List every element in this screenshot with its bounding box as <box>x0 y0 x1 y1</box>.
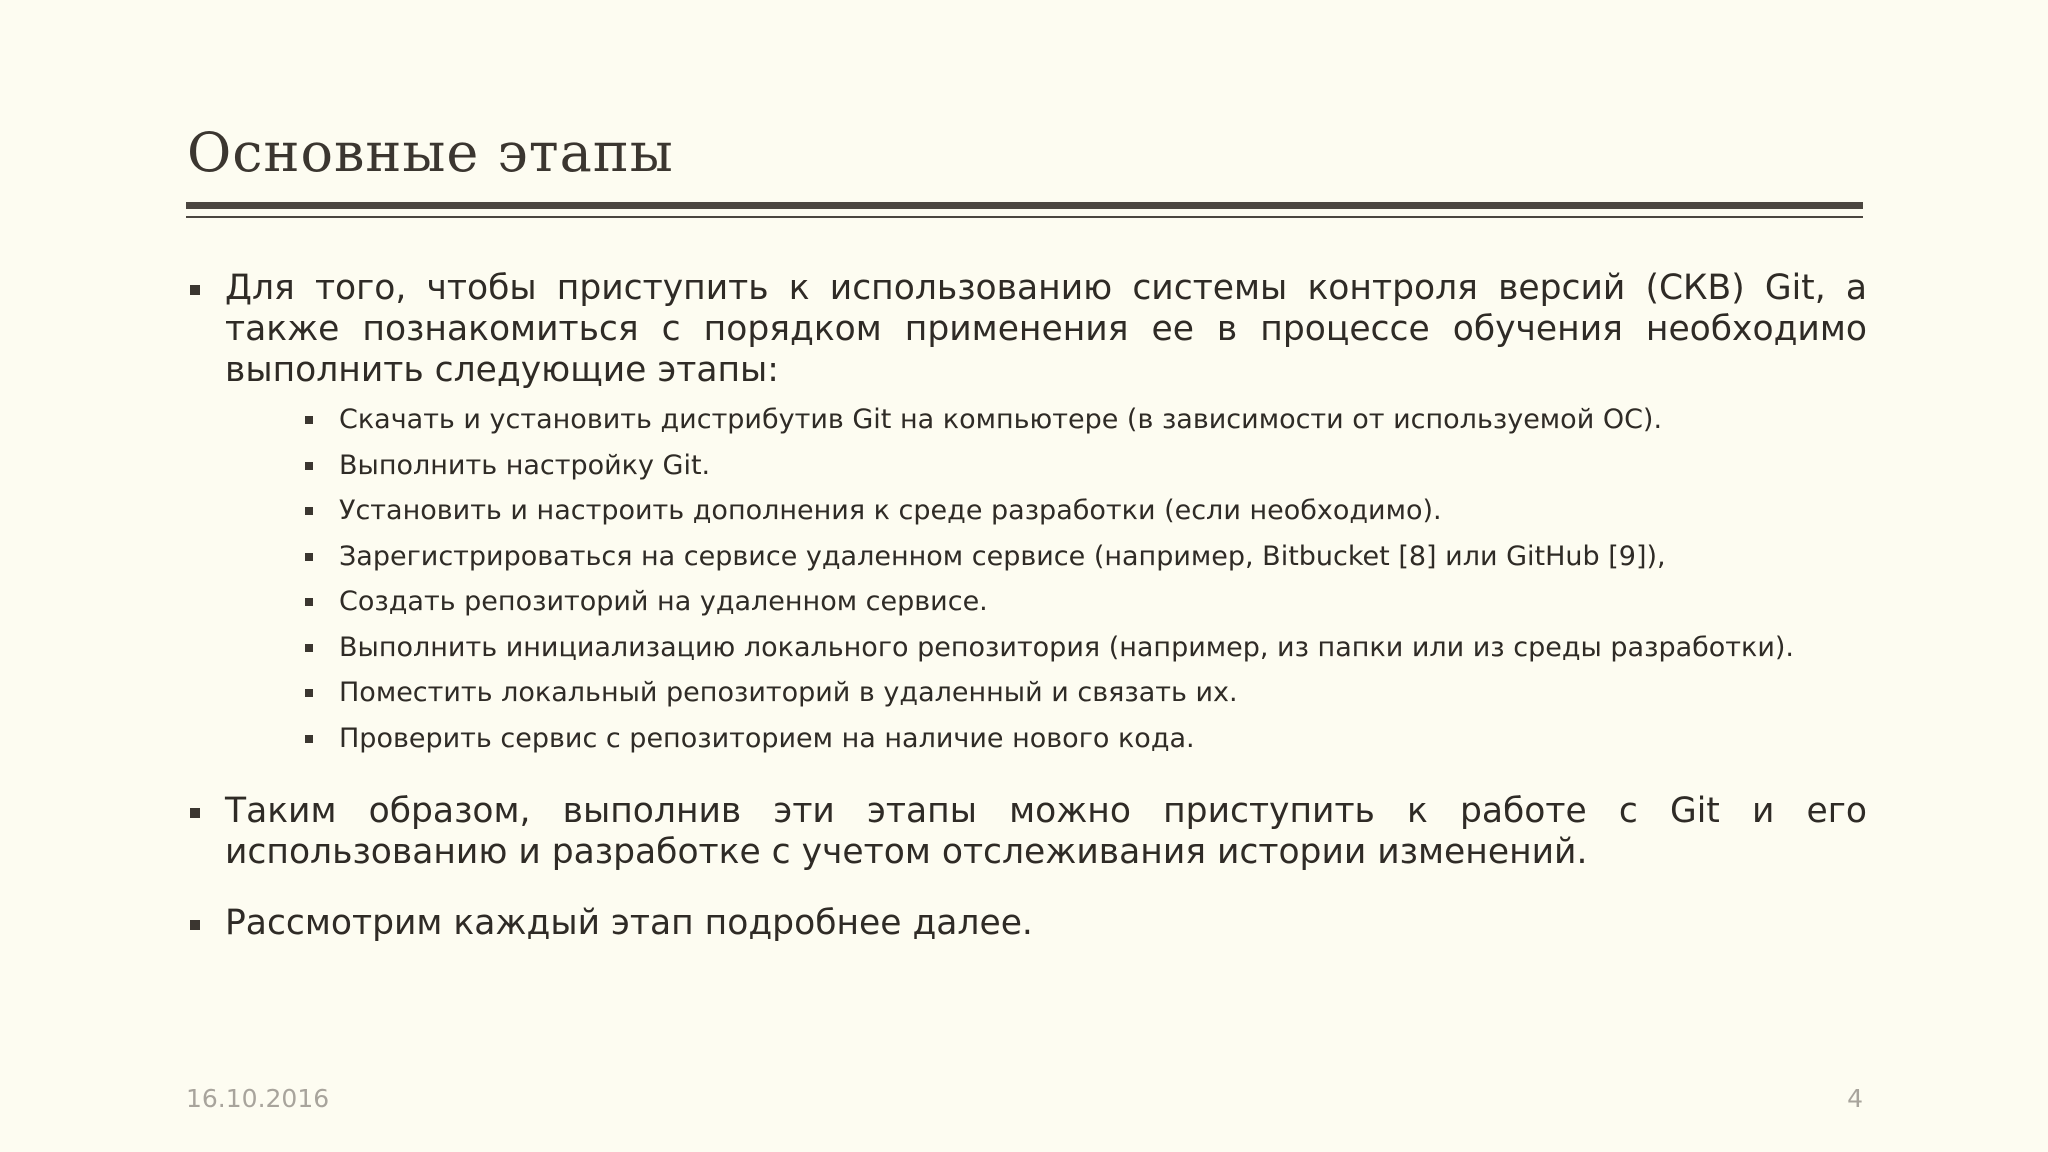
square-bullet-icon <box>305 598 313 606</box>
bullet-paragraph-text: Таким образом, выполнив эти этапы можно приступить к работе с Git и его использованию и разработке с учетом отслеживания истории изменений. <box>225 791 1867 872</box>
square-bullet-icon <box>305 462 313 470</box>
square-bullet-icon <box>305 735 313 743</box>
sub-bullet-item <box>225 625 1867 671</box>
bullet-paragraph-text: Для того, чтобы приступить к использованию системы контроля версий (СКВ) Git, а также познакомиться с порядком применения ее в процессе обучения необходимо выполнить следующие этапы: <box>225 268 1867 390</box>
slide-number: 4 <box>1847 1084 1863 1113</box>
square-bullet-icon <box>190 808 200 818</box>
sub-bullet-list <box>225 397 1867 761</box>
sub-bullet-text: Выполнить настройку Git. <box>339 449 711 481</box>
bullet-paragraph <box>187 268 1867 761</box>
bullet-paragraph <box>187 791 1867 873</box>
sub-bullet-item <box>225 443 1867 489</box>
sub-bullet-item <box>225 716 1867 762</box>
square-bullet-icon <box>305 507 313 515</box>
square-bullet-icon <box>305 416 313 424</box>
sub-bullet-item <box>225 534 1867 580</box>
title-divider-thick <box>186 202 1863 209</box>
sub-bullet-item <box>225 670 1867 716</box>
square-bullet-icon <box>305 553 313 561</box>
sub-bullet-item <box>225 397 1867 443</box>
title-divider-thin <box>186 216 1863 218</box>
sub-bullet-text: Зарегистрироваться на сервисе удаленном сервисе (например, Bitbucket [8] или GitHub [9]), <box>339 540 1666 572</box>
sub-bullet-item <box>225 488 1867 534</box>
square-bullet-icon <box>305 644 313 652</box>
sub-bullet-text: Поместить локальный репозиторий в удаленный и связать их. <box>339 677 1238 708</box>
footer-date: 16.10.2016 <box>186 1084 330 1113</box>
sub-bullet-text: Проверить сервис с репозиторием на наличие нового кода. <box>339 722 1195 754</box>
bullet-paragraph <box>187 903 1867 944</box>
square-bullet-icon <box>190 285 200 295</box>
sub-bullet-item <box>225 579 1867 625</box>
sub-bullet-text: Скачать и установить дистрибутив Git на компьютере (в зависимости от используемой ОС). <box>339 404 1663 435</box>
slide-title: Основные этапы <box>187 121 674 184</box>
square-bullet-icon <box>305 689 313 697</box>
sub-bullet-text: Создать репозиторий на удаленном сервисе. <box>339 586 988 617</box>
slide-body <box>187 268 1867 944</box>
bullet-paragraph-text: Рассмотрим каждый этап подробнее далее. <box>225 903 1033 943</box>
sub-bullet-text: Выполнить инициализацию локального репозитория (например, из папки или из среды разработки). <box>339 631 1795 663</box>
sub-bullet-text: Установить и настроить дополнения к среде разработки (если необходимо). <box>339 495 1442 526</box>
square-bullet-icon <box>190 920 200 930</box>
